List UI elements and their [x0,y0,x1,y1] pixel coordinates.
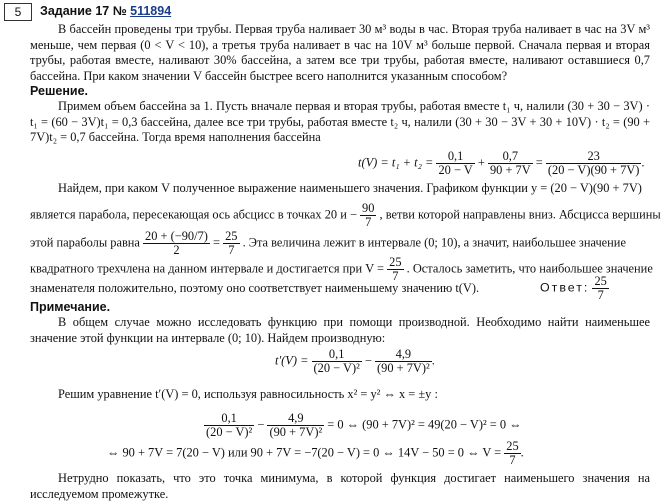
solution-paragraph-1: Примем объем бассейна за 1. Пусть вначале первая и вторая трубы, работая вместе t₁ ч, налили (30 + 30 − 3V) · t₁ = (60 − 3V)t₁ = 0,3 бассейна, далее все три трубы, работая вместе t₂ ч, налили (30 + 30 − 3V + 30 + 10V) · t₂ = (90 + 7V)t₂ = 0,7 бассейна. Тогда время наполнения бассейна [30,99,650,144]
equation-line-1: $\frac{0,1}{\text{(20 − V)²}}$ − $\frac{4,9}{\text{(90 + 7V)²}}$ = 0 ⇔ (90 + 7V)² = 49(20 − V)² = 0 ⇔ [206,411,522,439]
task-header [40,4,171,18]
solution-paragraph-3: этой параболы равна $\frac{20 + (-90/7)}{2}$ = $\frac{25}{7}$ . Эта величина лежит в интервале (0; 10), а значит, наибольшее значение [30,229,626,257]
problem-text: В бассейн проведены три трубы. Первая труба наливает 30 м³ воды в час. Вторая труба наливает в час на 3V м³ меньше, чем первая (0 < V < 10), а третья труба наливает в час на 10V м³ больше первой. Сначала первая и вторая трубы, работая вместе, наливают 30% бассейна, а затем все три трубы, работая вместе, наливают оставшиеся 0,7 бассейна. При каком значении V бассейн быстрее всего наполнится указанным способом? [30,22,650,83]
task-link[interactable]: 511894 [130,4,172,18]
solution-paragraph-4: квадратного трехчлена на данном интервале и достигается при V = $\frac{25}{7}$ . Осталось заметить, что наибольшее значение [30,255,653,283]
solution-paragraph-2a: Найдем, при каком V полученное выражение наименьшего значения. Графиком функции y = (20 − V)(90 + 7V) [58,181,642,195]
task-number-box: 5 [4,3,32,21]
note-paragraph-2: Решим уравнение t′(V) = 0, используя равносильность x² = y² ⇔ x = ±y : [58,387,438,401]
note-heading: Примечание. [30,300,111,314]
solution-heading: Решение. [30,84,89,98]
equation-line-2: ⇔ 90 + 7V = 7(20 − V) или 90 + 7V = −7(20 − V) = 0 ⇔ 14V − 50 = 0 ⇔ V = $\frac{25}{7}$ . [107,439,524,467]
formula-time: t(V) = t₁ + t₂ = $\frac{0,1}{20 - V}$ + $\frac{0,7}{90 + 7V}$ = $\frac{23}{(20 - V)(90 + 7V)}$ . [358,149,645,177]
note-paragraph-3: Нетрудно показать, что это точка минимума, в которой функция достигает наименьшего значения на исследуемом промежутке. [30,471,650,501]
solution-paragraph-5: знаменателя положительно, поэтому оно соответствует наименьшему значению t(V). [30,281,480,295]
solution-paragraph-2b: является парабола, пересекающая ось абсцисс в точках 20 и − $\frac{90}{7}$ , ветви которой направлены вниз. Абсцисса вершины [30,201,661,229]
formula-derivative: t′(V) = $\frac{0,1}{\text{(20 − V)²}}$ − $\frac{4,9}{\text{(90 + 7V)²}}$ . [275,347,435,375]
note-paragraph-1: В общем случае можно исследовать функцию при помощи производной. Необходимо найти наименьшее значение этой функции на интервале (0; 10). Найдем производную: [30,315,650,345]
answer: Ответ: $\frac{25}{7}$ [540,274,607,302]
task-title: Задание 17 № [40,4,127,18]
